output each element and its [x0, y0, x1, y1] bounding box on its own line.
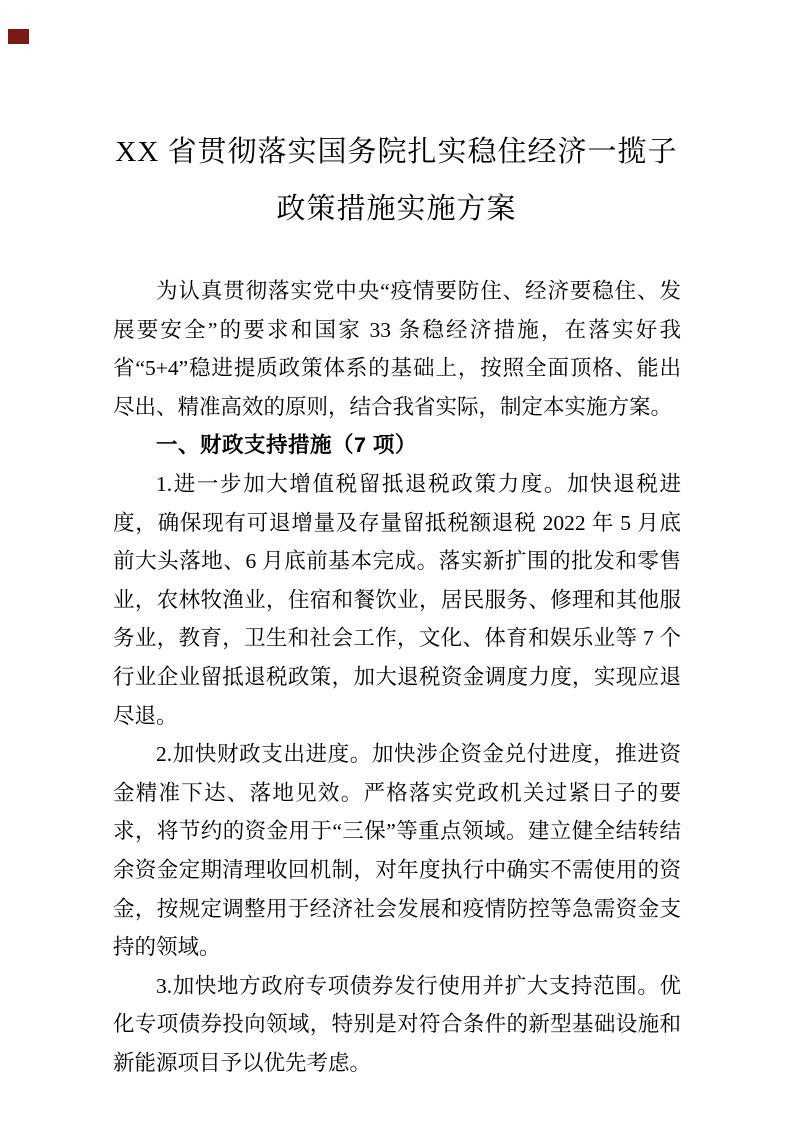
document-title-line-1: XX 省贯彻落实国务院扎实稳住经济一揽子: [115, 136, 678, 168]
intro-paragraph: 为认真贯彻落实党中央“疫情要防住、经济要稳住、发展要安全”的要求和国家 33 条稳经济措施，在落实好我省“5+4”稳进提质政策体系的基础上，按照全面顶格、能出尽出、精准高效的原则，结合我省实际，制定本实施方案。: [113, 279, 681, 419]
measure-item-2: 2.加快财政支出进度。加快涉企资金兑付进度，推进资金精准下达、落地见效。严格落实党政机关过紧日子的要求，将节约的资金用于“三保”等重点领域。建立健全结转结余资金定期清理收回机制，对年度执行中确实不需使用的资金，按规定调整用于经济社会发展和疫情防控等急需资金支持的领域。: [113, 742, 681, 960]
corner-red-mark: [8, 29, 29, 44]
section-1-heading: 一、财政支持措施（7 项）: [156, 433, 417, 458]
document-body: [113, 272, 681, 1082]
measure-item-3: 3.加快地方政府专项债券发行使用并扩大支持范围。优化专项债券投向领域，特别是对符合条件的新型基础设施和新能源项目予以优先考虑。: [113, 973, 681, 1075]
document-title: [70, 124, 723, 238]
measure-item-1: 1.进一步加大增值税留抵退税政策力度。加快退税进度，确保现有可退增量及存量留抵税额退税 2022 年 5 月底前大头落地、6 月底前基本完成。落实新扩围的批发和零售业，农林牧渔业，住宿和餐饮业，居民服务、修理和其他服务业，教育，卫生和社会工作，文化、体育和娱乐业等 7 个行业企业留抵退税政策，加大退税资金调度力度，实现应退尽退。: [113, 471, 681, 728]
document-title-line-2: 政策措施实施方案: [276, 193, 517, 225]
